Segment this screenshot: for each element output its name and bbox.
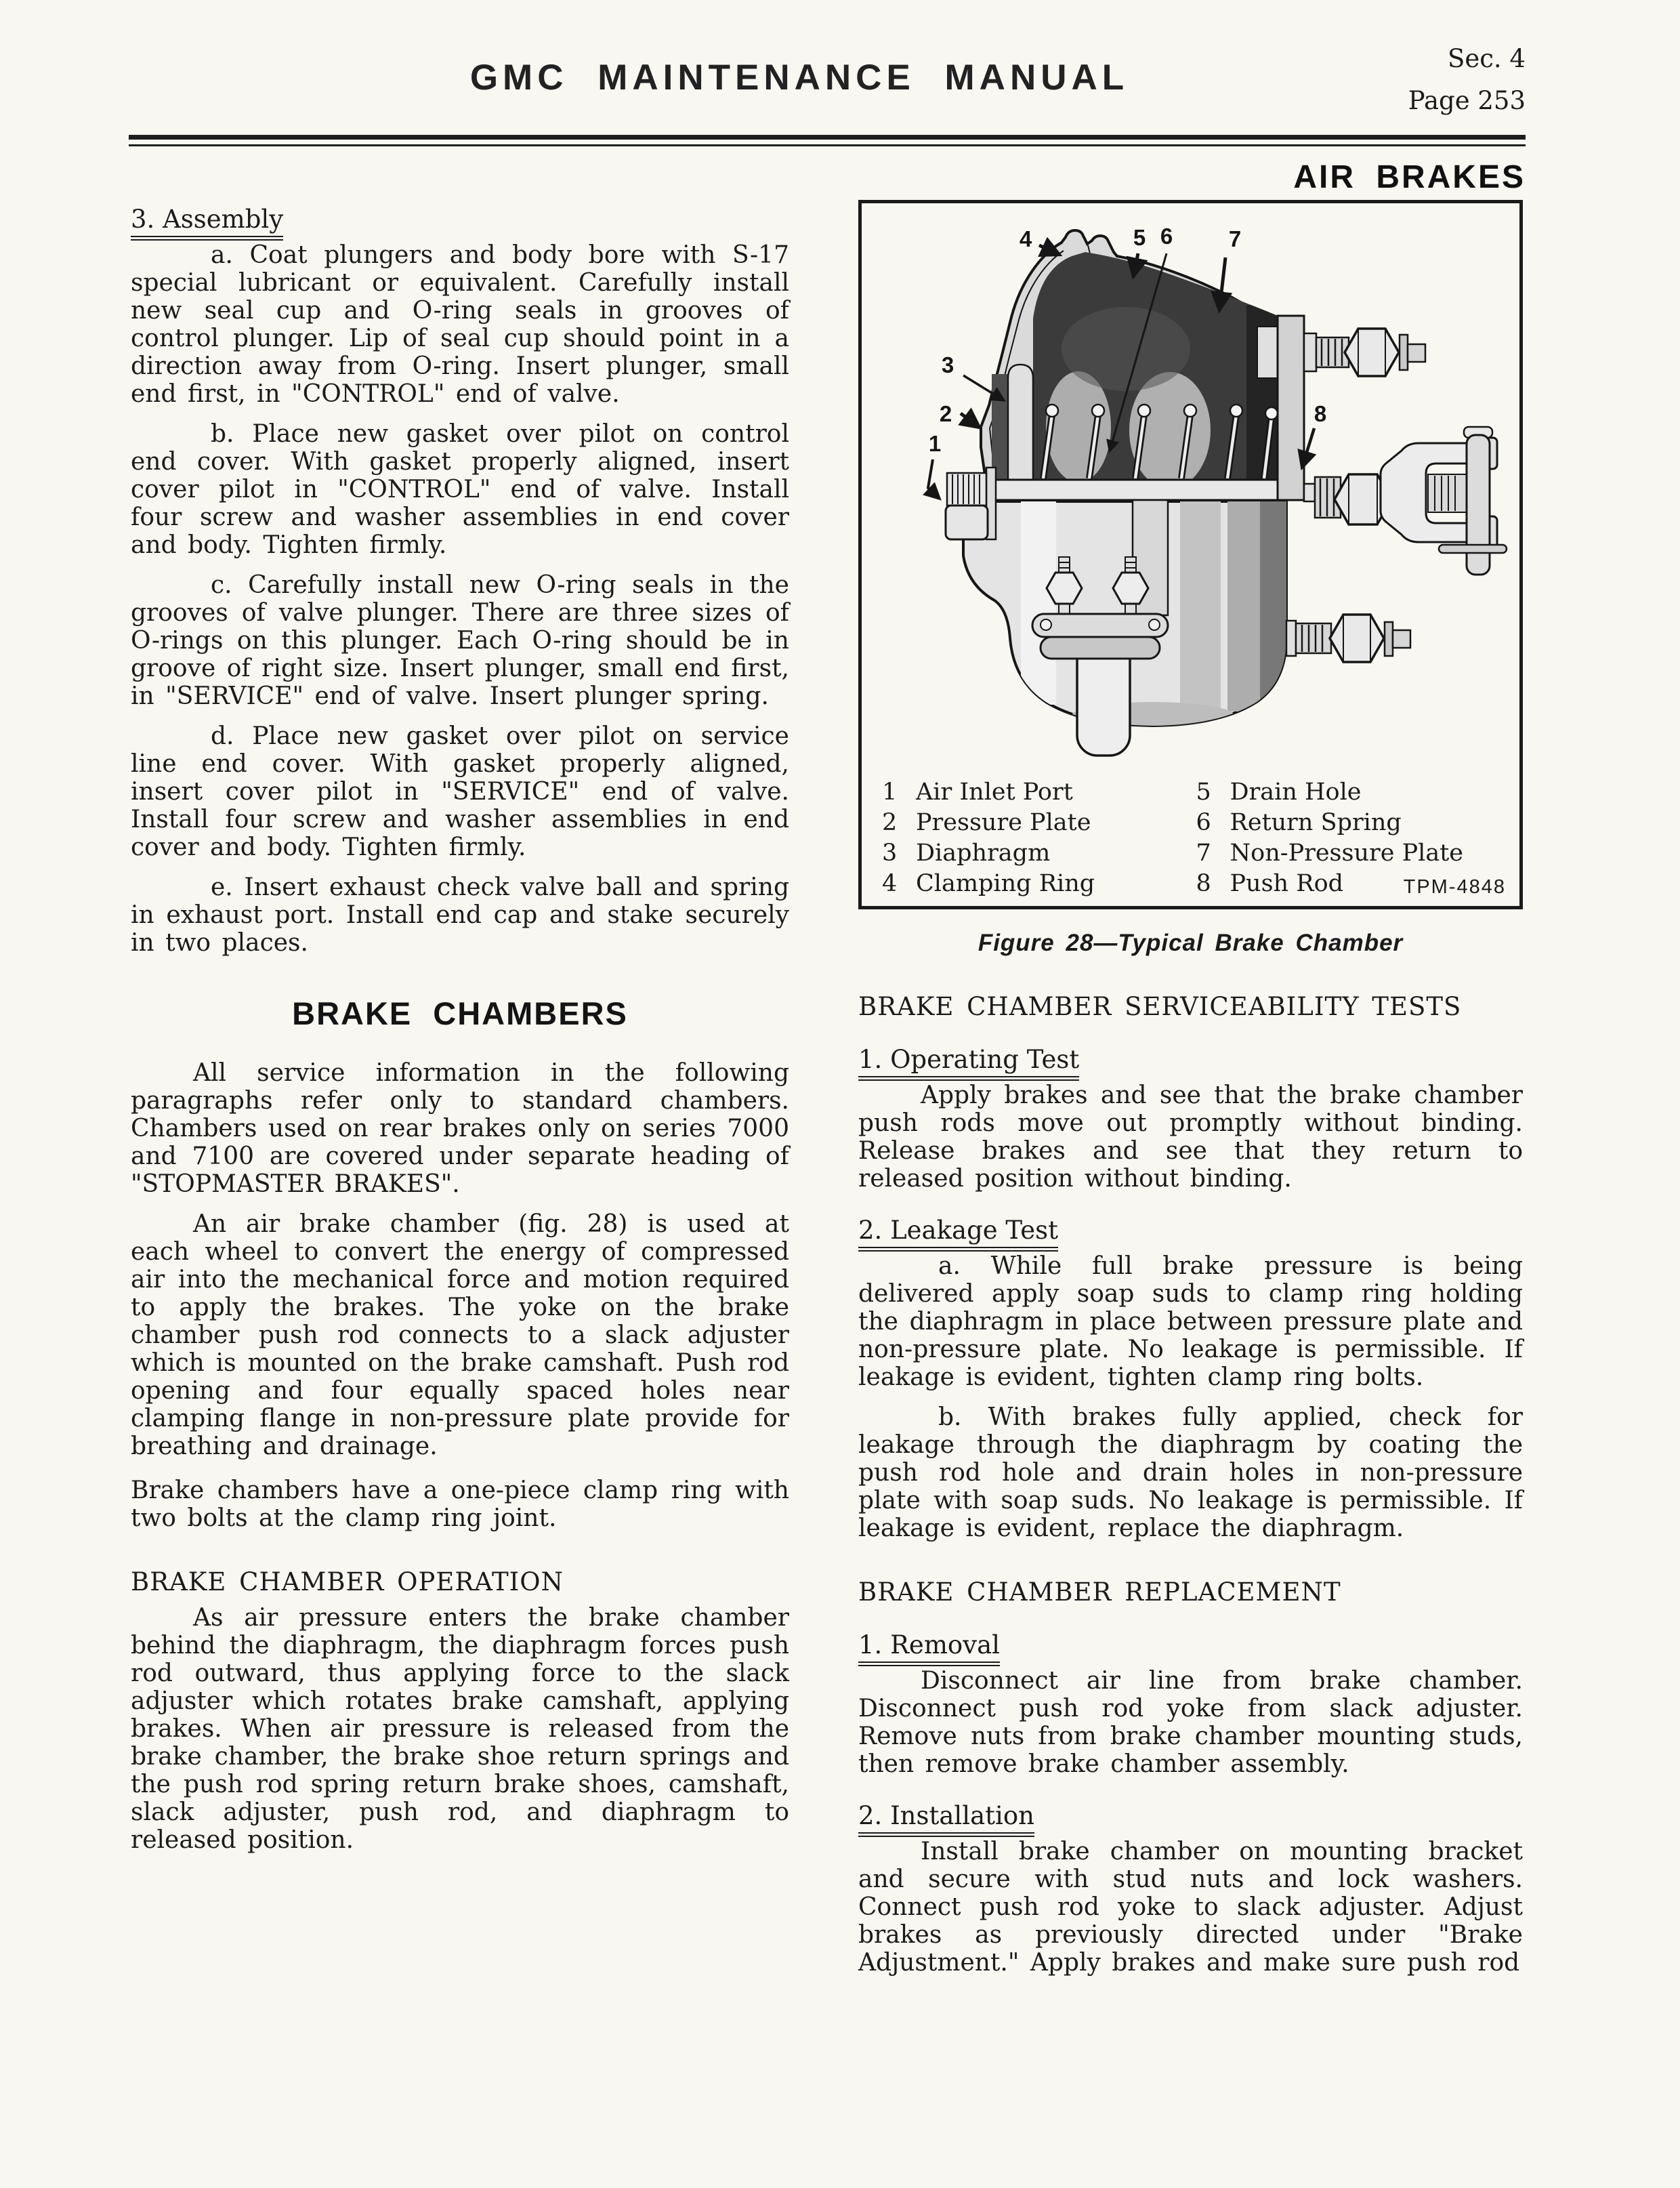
mounting-stud-top [1304, 329, 1425, 376]
callout-3: 3 [941, 352, 954, 377]
legend-num: 3 [882, 840, 898, 867]
legend-item [882, 808, 1196, 838]
heading-installation [858, 1801, 1523, 1831]
legend-item [1196, 808, 1511, 838]
air-inlet-port [946, 468, 996, 539]
heading-operation: BRAKE CHAMBER OPERATION [131, 1567, 564, 1596]
heading-assembly-text: 3. Assembly [131, 205, 283, 241]
callout-5: 5 [1133, 225, 1146, 250]
page-ref: Page 253 [1408, 86, 1526, 115]
heading-removal-text: 1. Removal [858, 1630, 1000, 1666]
legend-item [1196, 838, 1511, 869]
non-pressure-plate [1278, 316, 1304, 500]
legend-label: Drain Hole [1230, 779, 1362, 806]
heading-leakage-test-text: 2. Leakage Test [858, 1216, 1058, 1252]
heading-operating-test [858, 1045, 1523, 1075]
legend-label: Diaphragm [916, 840, 1051, 867]
heading-replacement: BRAKE CHAMBER REPLACEMENT [858, 1577, 1341, 1607]
legend-item [1196, 777, 1511, 808]
mounting-stud-bottom [1286, 615, 1410, 662]
callout-6: 6 [1160, 224, 1173, 249]
legend-item [882, 869, 1196, 899]
heading-assembly [131, 205, 789, 234]
para-assembly-b: b. Place new gasket over pilot on control end cover. With gasket properly aligned, insert cover pilot in "CONTROL" end of valve. Install four screw and washer assemblies in end cover and body. Tighten firmly. [131, 420, 789, 559]
legend-num: 5 [1196, 779, 1211, 806]
para-assembly-d: d. Place new gasket over pilot on service line end cover. With gasket properly aligned, insert cover pilot in "SERVICE" end of valve. Install four screw and washer assemblies in end cover and body. Tighten firmly. [131, 722, 789, 861]
figure-caption: Figure 28—Typical Brake Chamber [978, 930, 1404, 956]
callout-2: 2 [939, 401, 952, 426]
legend-num: 4 [882, 870, 898, 897]
para-clamp-ring: Brake chambers have a one-piece clamp ring with two bolts at the clamp ring joint. [131, 1477, 789, 1532]
heading-installation-text: 2. Installation [858, 1801, 1034, 1837]
figure-legend [862, 776, 1519, 906]
legend-label: Non-Pressure Plate [1230, 840, 1463, 867]
callout-8: 8 [1314, 401, 1327, 426]
callout-7: 7 [1228, 226, 1242, 251]
legend-num: 1 [882, 779, 898, 806]
para-operation: As air pressure enters the brake chamber behind the diaphragm, the diaphragm forces push rod outward, thus applying force to the slack adjuster which rotates brake camshaft, applying brakes. When air pressure is released from the brake chamber, the brake shoe return springs and the push rod spring return brake shoes, camshaft, slack adjuster, push rod, and diaphragm to released position. [131, 1604, 789, 1854]
para-assembly-c: c. Carefully install new O-ring seals in the grooves of valve plunger. There are three sizes of O-rings on this plunger. Each O-ring should be in groove of right size. Insert plunger, small end first, in "SERVICE" end of valve. Insert plunger spring. [131, 571, 789, 710]
legend-item [882, 777, 1196, 808]
legend-label: Clamping Ring [916, 870, 1095, 897]
legend-label: Return Spring [1230, 809, 1402, 836]
header-rule-bottom [129, 144, 1526, 146]
brake-chamber-illustration [862, 203, 1519, 776]
legend-label: Push Rod [1230, 870, 1344, 897]
para-air-brake-chamber: An air brake chamber (fig. 28) is used at each wheel to convert the energy of compressed air into the mechanical force and motion required to apply the brakes. The yoke on the brake chamber push rod connects to a slack adjuster which is mounted on the brake camshaft. Push rod opening and four equally spaced holes near clamping flange in non-pressure plate provide for breathing and drainage. [131, 1210, 789, 1460]
push-rod-and-yoke [1304, 427, 1507, 575]
para-assembly-e: e. Insert exhaust check valve ball and spring in exhaust port. Install end cap and stake securely in two places. [131, 873, 789, 957]
legend-column-left [882, 777, 1196, 899]
para-assembly-a: a. Coat plungers and body bore with S-17 special lubricant or equivalent. Carefully install new seal cup and O-ring seals in grooves of control plunger. Lip of seal cup should point in a direction away from O-ring. Insert plunger, small end first, in "CONTROL" end of valve. [131, 241, 789, 408]
heading-removal [858, 1630, 1523, 1660]
heading-leakage-test [858, 1216, 1523, 1245]
header-rule-top [129, 135, 1526, 140]
legend-num: 7 [1196, 840, 1211, 867]
legend-num: 6 [1196, 809, 1211, 836]
left-column [131, 205, 789, 1854]
heading-serviceability-tests: BRAKE CHAMBER SERVICEABILITY TESTS [858, 992, 1462, 1021]
callout-4: 4 [1019, 226, 1032, 251]
right-column [858, 200, 1523, 1977]
section-ref: Sec. 4 [1447, 44, 1526, 73]
legend-item [882, 838, 1196, 869]
heading-operating-test-text: 1. Operating Test [858, 1045, 1079, 1081]
para-standard-chambers: All service information in the following paragraphs refer only to standard chambers. Chambers used on rear brakes only on series 7000 and 7100 are covered under separate heading of "STOPMASTER BRAKES". [131, 1059, 789, 1198]
para-leakage-a: a. While full brake pressure is being delivered apply soap suds to clamp ring holding the diaphragm in place between pressure plate and non-pressure plate. No leakage is permissible. If leakage is evident, tighten clamp ring bolts. [858, 1252, 1523, 1391]
para-removal: Disconnect air line from brake chamber. Disconnect push rod yoke from slack adjuster. Remove nuts from brake chamber mounting studs, then remove brake chamber assembly. [858, 1667, 1523, 1778]
callout-1: 1 [928, 431, 942, 456]
legend-column-right [1196, 777, 1511, 899]
heading-brake-chambers: BRAKE CHAMBERS [292, 995, 628, 1031]
figure-28 [858, 200, 1523, 909]
para-operating-test: Apply brakes and see that the brake chamber push rods move out promptly without binding. Release brakes and see that they return to released position without binding. [858, 1081, 1523, 1193]
legend-num: 2 [882, 809, 898, 836]
manual-title: GMC MAINTENANCE MANUAL [469, 58, 1129, 98]
chapter-title: AIR BRAKES [1293, 159, 1526, 195]
para-leakage-b: b. With brakes fully applied, check for leakage through the diaphragm by coating the push rod hole and drain holes in non-pressure plate with soap suds. No leakage is permissible. If leakage is evident, replace the diaphragm. [858, 1403, 1523, 1542]
legend-label: Pressure Plate [916, 809, 1091, 836]
pressure-plate [986, 480, 1304, 500]
legend-item [1196, 869, 1511, 899]
section-page-ref [1408, 38, 1526, 122]
figure-code: TPM-4848 [1403, 876, 1506, 898]
para-installation: Install brake chamber on mounting bracket and secure with stud nuts and lock washers. Connect push rod yoke to slack adjuster. Adjust brakes as previously directed under "Brake Adjustment." Apply brakes and make sure push rod [858, 1838, 1523, 1977]
legend-label: Air Inlet Port [916, 779, 1073, 806]
legend-num: 8 [1196, 870, 1211, 897]
